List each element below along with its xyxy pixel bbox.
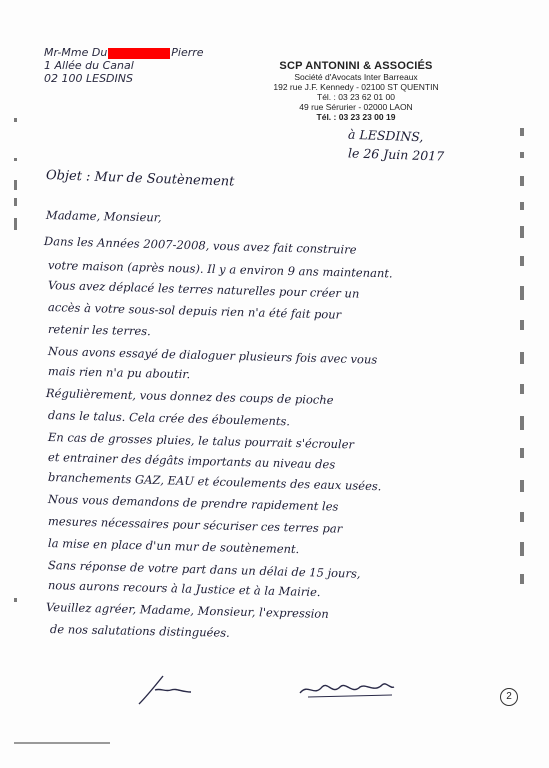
letter-subject: Objet : Mur de Soutènement — [45, 168, 235, 190]
stamp-firm-name: SCP ANTONINI & ASSOCIÉS — [279, 60, 433, 72]
body-line: Régulièrement, vous donnez des coups de pioche — [45, 386, 334, 408]
sender-name-prefix: Mr-Mme Du — [44, 46, 108, 59]
body-line: Veuillez agréer, Madame, Monsieur, l'expression — [45, 600, 329, 621]
body-line: mais rien n'a pu aboutir. — [47, 364, 191, 382]
redaction-bar — [108, 48, 170, 59]
page-number-circle: 2 — [500, 688, 518, 706]
body-line: Nous avons essayé de dialoguer plusieurs fois avec vous — [47, 344, 378, 367]
body-line: mesures nécessaires pour sécuriser ces terres par — [47, 514, 343, 536]
stamp-line-5: Tél. : 03 23 23 00 19 — [316, 112, 396, 122]
letter-place: à LESDINS, — [347, 126, 424, 145]
sender-city: 02 100 LESDINS — [44, 72, 133, 85]
body-line: Sans réponse de votre part dans un délai de 15 jours, — [47, 558, 361, 581]
signature-2 — [298, 675, 398, 705]
stamp-line-1: Société d'Avocats Inter Barreaux — [294, 72, 418, 82]
stamp-line-3: Tél. : 03 23 62 01 00 — [317, 92, 395, 102]
body-line: votre maison (après nous). Il y a environ 9 ans maintenant. — [47, 258, 393, 281]
sender-street: 1 Allée du Canal — [44, 59, 134, 72]
sender-address — [44, 46, 204, 85]
stamp-line-4: 49 rue Sérurier - 02000 LAON — [299, 102, 413, 112]
bottom-rule — [14, 742, 110, 744]
law-firm-stamp — [262, 60, 450, 122]
body-line: Nous vous demandons de prendre rapidement les — [47, 492, 339, 514]
body-line: Vous avez déplacé les terres naturelles pour créer un — [47, 278, 360, 301]
body-line: Madame, Monsieur, — [45, 208, 162, 225]
body-line: la mise en place d'un mur de soutènement. — [47, 536, 300, 557]
letter-date: le 26 Juin 2017 — [347, 145, 445, 164]
body-line: retenir les terres. — [47, 322, 151, 339]
body-line: accès à votre sous-sol depuis rien n'a été fait pour — [47, 300, 342, 322]
body-line: et entrainer des dégâts importants au niveau des — [47, 450, 336, 472]
body-line: En cas de grosses pluies, le talus pourrait s'écrouler — [47, 430, 355, 452]
sender-name-suffix: Pierre — [171, 46, 204, 59]
body-line: branchements GAZ, EAU et écoulements des eaux usées. — [47, 470, 382, 494]
body-line: nous aurons recours à la Justice et à la Mairie. — [47, 578, 321, 600]
body-line: de nos salutations distinguées. — [49, 622, 230, 640]
signature-1 — [135, 668, 215, 708]
sender-name-line — [44, 46, 204, 59]
body-line: dans le talus. Cela crée des éboulements. — [47, 408, 291, 429]
stamp-line-2: 192 rue J.F. Kennedy - 02100 ST QUENTIN — [273, 82, 439, 92]
body-line: Dans les Années 2007-2008, vous avez fait construire — [43, 234, 357, 257]
